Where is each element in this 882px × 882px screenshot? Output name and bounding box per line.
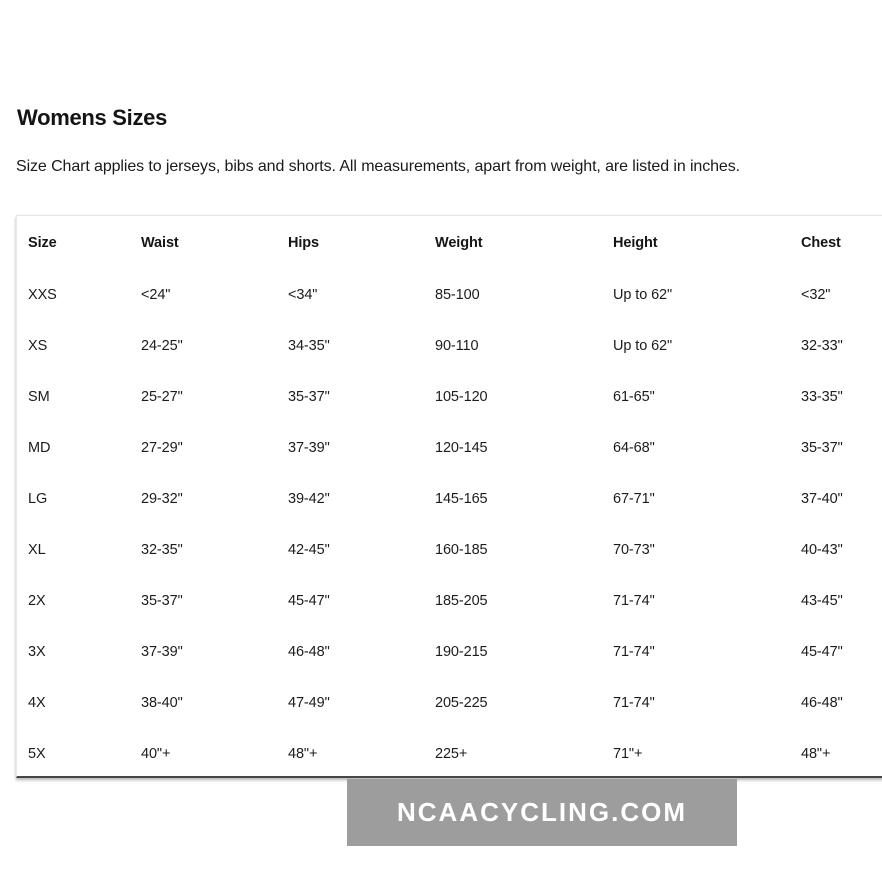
table-cell-waist: 29-32" xyxy=(141,490,183,507)
table-cell-chest: 48"+ xyxy=(801,745,831,762)
table-row xyxy=(17,524,882,575)
table-row xyxy=(17,728,882,779)
table-row xyxy=(17,473,882,524)
watermark-text: NCAACYCLING.COM xyxy=(397,797,687,827)
table-cell-waist: 32-35" xyxy=(141,541,183,558)
table-cell-height: 67-71" xyxy=(613,490,655,507)
table-row xyxy=(17,371,882,422)
table-cell-chest: 37-40" xyxy=(801,490,843,507)
table-cell-height: Up to 62" xyxy=(613,337,673,354)
table-cell-size: XXS xyxy=(28,286,57,303)
table-cell-size: XL xyxy=(28,541,46,558)
table-cell-waist: 35-37" xyxy=(141,592,183,609)
watermark-banner xyxy=(347,779,737,846)
column-header-hips: Hips xyxy=(288,234,320,251)
table-cell-hips: 47-49" xyxy=(288,694,330,711)
table-row xyxy=(17,320,882,371)
column-header-chest: Chest xyxy=(801,234,841,251)
table-cell-chest: 43-45" xyxy=(801,592,843,609)
table-cell-waist: 40"+ xyxy=(141,745,171,762)
table-row xyxy=(17,269,882,320)
table-cell-waist: 37-39" xyxy=(141,643,183,660)
column-header-waist: Waist xyxy=(141,234,179,251)
table-cell-size: 2X xyxy=(28,592,46,609)
table-cell-weight: 85-100 xyxy=(435,286,480,303)
table-cell-waist: 24-25" xyxy=(141,337,183,354)
table-cell-waist: 38-40" xyxy=(141,694,183,711)
column-header-weight: Weight xyxy=(435,234,483,251)
table-cell-waist: <24" xyxy=(141,286,171,303)
size-chart-table xyxy=(17,216,882,779)
table-cell-height: 64-68" xyxy=(613,439,655,456)
table-cell-height: 70-73" xyxy=(613,541,655,558)
table-cell-height: 71-74" xyxy=(613,592,655,609)
table-cell-chest: 46-48" xyxy=(801,694,843,711)
size-chart-body xyxy=(17,269,882,779)
table-cell-size: LG xyxy=(28,490,48,507)
table-cell-height: 61-65" xyxy=(613,388,655,405)
table-row xyxy=(17,422,882,473)
table-row xyxy=(17,677,882,728)
table-cell-chest: <32" xyxy=(801,286,831,303)
page-subtitle: Size Chart applies to jerseys, bibs and shorts. All measurements, apart from weight, are listed in inches. xyxy=(16,158,740,175)
table-cell-weight: 225+ xyxy=(435,745,468,762)
table-cell-height: 71"+ xyxy=(613,745,643,762)
table-cell-hips: 39-42" xyxy=(288,490,330,507)
table-cell-weight: 190-215 xyxy=(435,643,488,660)
column-header-size: Size xyxy=(28,234,57,251)
table-cell-chest: 40-43" xyxy=(801,541,843,558)
table-cell-hips: 46-48" xyxy=(288,643,330,660)
table-row xyxy=(17,575,882,626)
page-title: Womens Sizes xyxy=(17,105,168,130)
table-cell-hips: 35-37" xyxy=(288,388,330,405)
table-cell-size: 3X xyxy=(28,643,46,660)
table-cell-chest: 35-37" xyxy=(801,439,843,456)
table-cell-hips: 37-39" xyxy=(288,439,330,456)
table-cell-weight: 145-165 xyxy=(435,490,488,507)
table-cell-hips: <34" xyxy=(288,286,318,303)
table-cell-chest: 45-47" xyxy=(801,643,843,660)
table-cell-weight: 185-205 xyxy=(435,592,488,609)
table-cell-size: 4X xyxy=(28,694,46,711)
table-row xyxy=(17,626,882,677)
table-cell-size: 5X xyxy=(28,745,46,762)
table-cell-hips: 42-45" xyxy=(288,541,330,558)
table-cell-hips: 34-35" xyxy=(288,337,330,354)
table-cell-weight: 205-225 xyxy=(435,694,488,711)
size-chart-header-row xyxy=(17,216,882,269)
table-cell-waist: 25-27" xyxy=(141,388,183,405)
table-cell-height: 71-74" xyxy=(613,694,655,711)
table-cell-weight: 105-120 xyxy=(435,388,488,405)
size-chart-card xyxy=(16,215,882,778)
table-cell-size: XS xyxy=(28,337,48,354)
table-cell-hips: 45-47" xyxy=(288,592,330,609)
table-cell-size: SM xyxy=(28,388,50,405)
column-header-height: Height xyxy=(613,234,658,251)
table-cell-size: MD xyxy=(28,439,51,456)
table-cell-height: 71-74" xyxy=(613,643,655,660)
table-cell-height: Up to 62" xyxy=(613,286,673,303)
table-cell-weight: 160-185 xyxy=(435,541,488,558)
table-cell-hips: 48"+ xyxy=(288,745,318,762)
table-cell-weight: 120-145 xyxy=(435,439,488,456)
table-cell-waist: 27-29" xyxy=(141,439,183,456)
table-cell-chest: 32-33" xyxy=(801,337,843,354)
table-cell-chest: 33-35" xyxy=(801,388,843,405)
table-cell-weight: 90-110 xyxy=(435,337,479,354)
